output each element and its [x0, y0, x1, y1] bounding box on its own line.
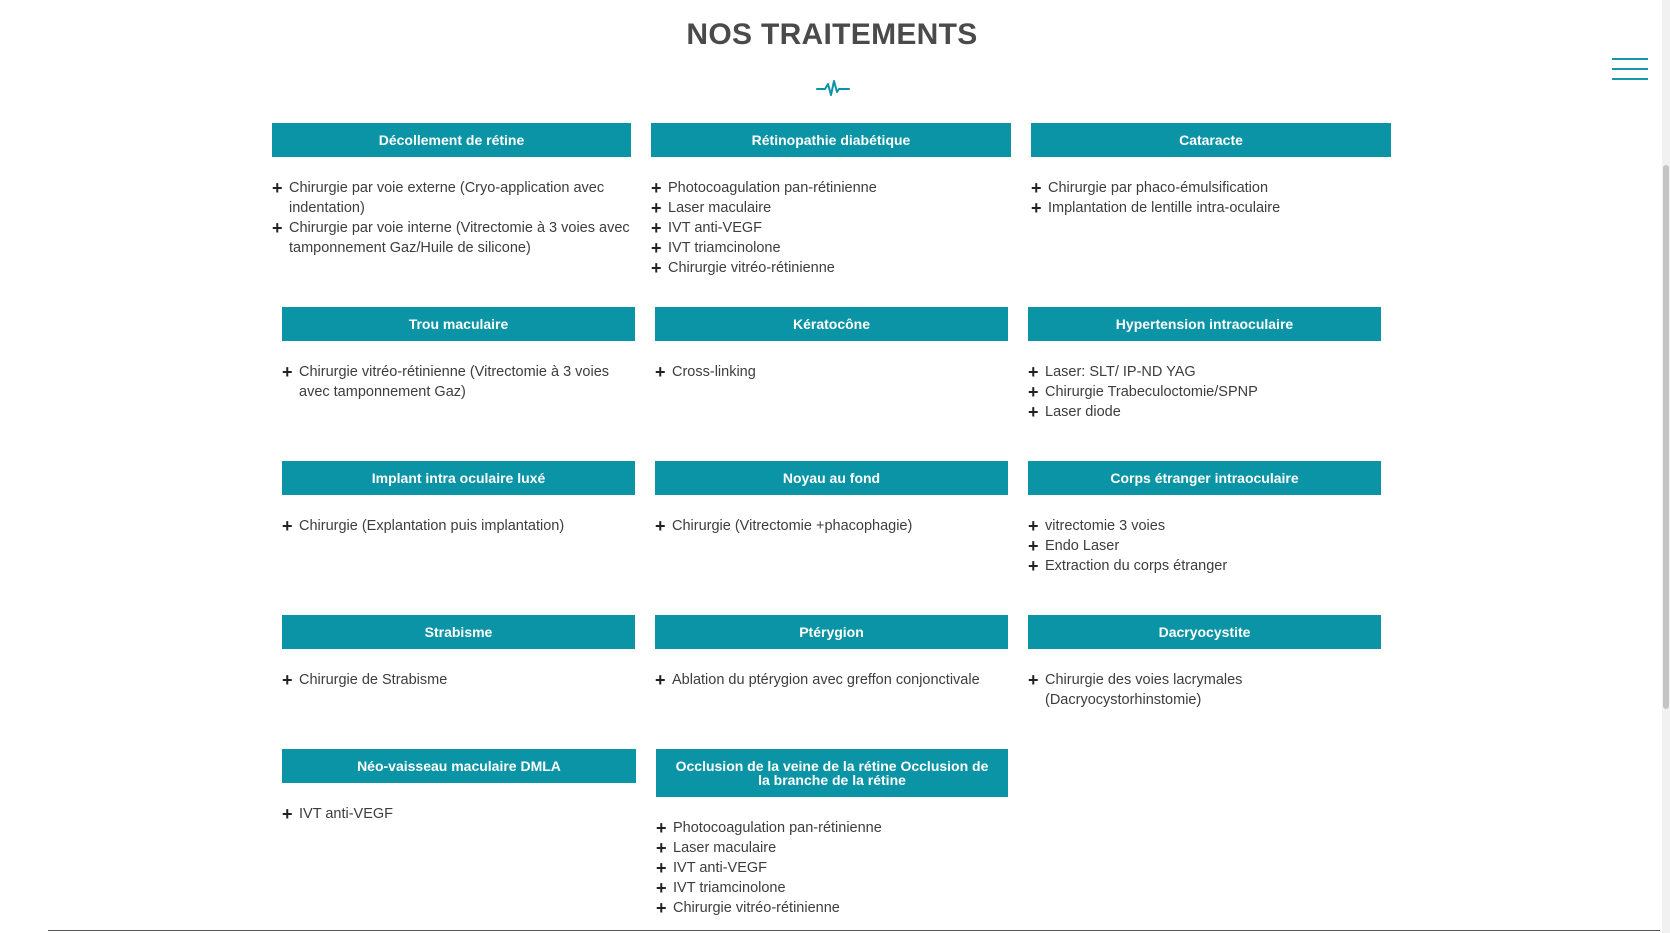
list-item-text: Chirurgie Trabeculoctomie/SPNP: [1045, 384, 1258, 400]
plus-icon: +: [1028, 382, 1039, 402]
list-item-text: Photocoagulation pan-rétinienne: [668, 180, 877, 196]
list-item-text: Chirurgie (Explantation puis implantation): [299, 518, 565, 534]
list-item-text: Chirurgie (Vitrectomie +phacophagie): [672, 518, 913, 534]
plus-icon: +: [656, 838, 667, 858]
plus-icon: +: [651, 178, 662, 198]
treatment-card: [282, 615, 635, 690]
treatment-list: [655, 670, 1008, 690]
list-item-text: Ablation du ptérygion avec greffon conjonctivale: [672, 672, 980, 688]
list-item: [655, 516, 1008, 536]
plus-icon: +: [282, 670, 293, 690]
list-item-text: Photocoagulation pan-rétinienne: [673, 820, 882, 836]
treatment-card: [282, 307, 635, 402]
list-item: [655, 670, 1008, 690]
plus-icon: +: [1028, 556, 1039, 576]
plus-icon: +: [1031, 198, 1042, 218]
treatment-card: [282, 749, 636, 824]
list-item: [1028, 382, 1381, 402]
plus-icon: +: [1031, 178, 1042, 198]
list-item-text: Extraction du corps étranger: [1045, 558, 1228, 574]
list-item: [656, 898, 1008, 918]
list-item: [1028, 402, 1381, 422]
list-item-text: Laser maculaire: [668, 200, 772, 216]
treatment-list: [282, 516, 635, 536]
list-item-text: IVT anti-VEGF: [673, 860, 768, 876]
treatment-list: [272, 178, 631, 258]
treatment-list: [1028, 362, 1381, 422]
treatment-list: [282, 670, 635, 690]
list-item: [282, 516, 635, 536]
list-item-text: Chirurgie vitréo-rétinienne: [673, 900, 840, 916]
list-item: [656, 858, 1008, 878]
list-item: [282, 804, 636, 824]
list-item: [655, 362, 1008, 382]
treatment-card: [651, 123, 1011, 278]
plus-icon: +: [656, 818, 667, 838]
treatment-card: [1028, 307, 1381, 422]
list-item: [651, 258, 1011, 278]
list-item: [651, 238, 1011, 258]
treatment-list: [1028, 670, 1381, 710]
treatment-header: Cataracte: [1031, 123, 1391, 157]
treatment-list: [651, 178, 1011, 278]
list-item-text: Chirurgie vitréo-rétinienne (Vitrectomie à 3 voies avec tamponnement Gaz): [299, 364, 610, 400]
treatment-card: [1031, 123, 1391, 218]
list-item: [651, 178, 1011, 198]
plus-icon: +: [651, 238, 662, 258]
list-item-text: Cross-linking: [672, 364, 756, 380]
treatment-list: [282, 804, 636, 824]
list-item-text: Laser maculaire: [673, 840, 777, 856]
treatment-header: Kératocône: [655, 307, 1008, 341]
treatment-header: Corps étranger intraoculaire: [1028, 461, 1381, 495]
list-item: [656, 838, 1008, 858]
list-item-text: IVT anti-VEGF: [668, 220, 763, 236]
treatment-card: [1028, 615, 1381, 710]
treatment-list: [655, 362, 1008, 382]
treatment-header: Occlusion de la veine de la rétine Occlusion de la branche de la rétine: [656, 749, 1008, 797]
list-item-text: Laser: SLT/ IP-ND YAG: [1045, 364, 1196, 380]
plus-icon: +: [282, 804, 293, 824]
hamburger-menu-icon[interactable]: [1612, 56, 1648, 82]
list-item-text: Chirurgie par voie externe (Cryo-application avec indentation): [289, 180, 605, 216]
plus-icon: +: [1028, 670, 1039, 690]
plus-icon: +: [656, 858, 667, 878]
treatment-header: Décollement de rétine: [272, 123, 631, 157]
list-item: [272, 218, 631, 258]
list-item: [282, 670, 635, 690]
plus-icon: +: [655, 362, 666, 382]
list-item: [272, 178, 631, 218]
plus-icon: +: [655, 516, 666, 536]
treatment-header: Rétinopathie diabétique: [651, 123, 1011, 157]
list-item-text: IVT anti-VEGF: [299, 806, 394, 822]
treatment-header: Strabisme: [282, 615, 635, 649]
treatment-card: [282, 461, 635, 536]
list-item-text: Chirurgie de Strabisme: [299, 672, 448, 688]
list-item-text: Chirurgie vitréo-rétinienne: [668, 260, 835, 276]
plus-icon: +: [656, 878, 667, 898]
plus-icon: +: [1028, 402, 1039, 422]
list-item: [1028, 516, 1381, 536]
list-item-text: Chirurgie des voies lacrymales (Dacryocystorhinstomie): [1045, 672, 1243, 708]
treatment-list: [656, 818, 1008, 918]
list-item: [656, 818, 1008, 838]
heartbeat-icon: [816, 78, 850, 100]
list-item-text: Implantation de lentille intra-oculaire: [1048, 200, 1281, 216]
treatment-header: Néo-vaisseau maculaire DMLA: [282, 749, 636, 783]
list-item-text: Endo Laser: [1045, 538, 1120, 554]
treatment-card: [655, 307, 1008, 382]
treatment-header: Trou maculaire: [282, 307, 635, 341]
plus-icon: +: [651, 198, 662, 218]
plus-icon: +: [282, 516, 293, 536]
scrollbar-thumb[interactable]: [1663, 165, 1669, 709]
plus-icon: +: [651, 218, 662, 238]
treatment-header: Noyau au fond: [655, 461, 1008, 495]
treatment-header: Implant intra oculaire luxé: [282, 461, 635, 495]
treatment-list: [282, 362, 635, 402]
page-title: NOS TRAITEMENTS: [686, 18, 978, 51]
list-item: [1028, 556, 1381, 576]
plus-icon: +: [1028, 536, 1039, 556]
treatment-card: [655, 461, 1008, 536]
list-item: [651, 198, 1011, 218]
list-item-text: IVT triamcinolone: [668, 240, 781, 256]
treatment-header: Ptérygion: [655, 615, 1008, 649]
treatment-card: [656, 749, 1008, 918]
plus-icon: +: [656, 898, 667, 918]
treatment-card: [272, 123, 631, 258]
treatment-card: [655, 615, 1008, 690]
treatment-list: [1028, 516, 1381, 576]
treatment-header: Dacryocystite: [1028, 615, 1381, 649]
list-item: [1031, 178, 1391, 198]
list-item: [656, 878, 1008, 898]
treatment-card: [1028, 461, 1381, 576]
plus-icon: +: [272, 178, 283, 198]
plus-icon: +: [282, 362, 293, 382]
plus-icon: +: [272, 218, 283, 238]
list-item: [1028, 362, 1381, 382]
plus-icon: +: [1028, 516, 1039, 536]
plus-icon: +: [1028, 362, 1039, 382]
list-item: [651, 218, 1011, 238]
list-item-text: Laser diode: [1045, 404, 1121, 420]
list-item: [1031, 198, 1391, 218]
list-item: [1028, 536, 1381, 556]
list-item: [1028, 670, 1381, 710]
list-item: [282, 362, 635, 402]
plus-icon: +: [651, 258, 662, 278]
list-item-text: vitrectomie 3 voies: [1045, 518, 1166, 534]
list-item-text: IVT triamcinolone: [673, 880, 786, 896]
divider-line: [48, 930, 1660, 931]
plus-icon: +: [655, 670, 666, 690]
treatment-list: [1031, 178, 1391, 218]
treatment-header: Hypertension intraoculaire: [1028, 307, 1381, 341]
treatment-list: [655, 516, 1008, 536]
list-item-text: Chirurgie par phaco-émulsification: [1048, 180, 1269, 196]
list-item-text: Chirurgie par voie interne (Vitrectomie à 3 voies avec tamponnement Gaz/Huile de silicone): [289, 220, 630, 256]
